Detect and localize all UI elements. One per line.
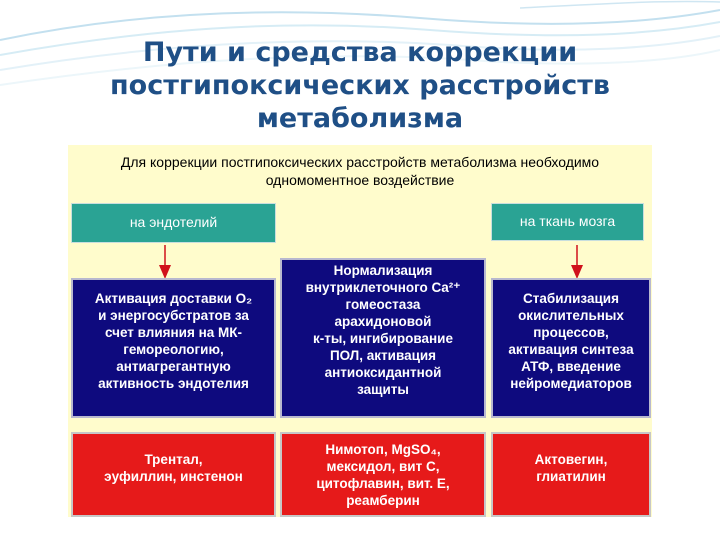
left-mechanism-line: счет влияния на МК- [104, 325, 243, 340]
left-mechanism-line: и энергосубстратов за [98, 308, 249, 323]
brain-tissue-header [491, 203, 644, 241]
endothelium-header-label: на эндотелий [129, 214, 218, 230]
left-mechanism-line: активность эндотелия [98, 376, 249, 391]
intro-line-1: Для коррекции постгипоксических расстройств метаболизма необходимо [120, 154, 600, 170]
middle-drugs-line: мексидол, вит С, [326, 459, 440, 474]
right-mechanism-line: процессов, [533, 325, 609, 340]
left-down-arrow-icon [156, 245, 174, 281]
right-mechanism-line: Стабилизация [523, 291, 619, 306]
diagram-panel [68, 145, 652, 517]
middle-mechanism-line: защиты [357, 382, 409, 397]
left-mechanism-line: гемореологию, [123, 342, 224, 357]
left-drugs-box [71, 432, 276, 517]
left-mechanism-line: Активация доставки O₂ [94, 291, 253, 306]
middle-mechanism-line: ПОЛ, активация [329, 348, 437, 363]
brain-tissue-header-label: на ткань мозга [519, 213, 616, 229]
middle-mechanism-line: антиоксидантной [324, 365, 442, 380]
intro-line-2: одномоментное воздействие [265, 172, 455, 188]
left-drugs-line: эуфиллин, инстенон [104, 469, 243, 484]
right-drugs-line: глиатилин [536, 469, 606, 484]
middle-drugs-line: цитофлавин, вит. Е, [316, 476, 450, 491]
left-mechanism-box [71, 278, 276, 418]
right-mechanism-line: активация синтеза [508, 342, 634, 357]
middle-mechanism-line: Нормализация [333, 263, 433, 278]
right-mechanism-line: АТФ, введение [521, 359, 621, 374]
middle-mechanism-box [280, 258, 486, 418]
page-title [70, 36, 650, 135]
left-mechanism-line: антиагрегантную [116, 359, 231, 374]
middle-mechanism-line: к-ты, ингибирование [313, 331, 453, 346]
right-drugs-line: Актовегин, [534, 452, 608, 467]
left-drugs-line: Трентал, [144, 452, 203, 467]
middle-drugs-box [280, 432, 486, 517]
middle-drugs-line: реамберин [346, 493, 420, 508]
middle-mechanism-line: внутриклеточного Ca²⁺ [305, 280, 461, 295]
intro-text [68, 149, 652, 193]
middle-mechanism-line: арахидоновой [334, 314, 432, 329]
right-mechanism-line: нейромедиаторов [510, 376, 632, 391]
right-down-arrow-icon [568, 245, 586, 281]
right-mechanism-box [491, 278, 651, 418]
middle-drugs-line: Нимотоп, MgSO₄, [325, 442, 441, 457]
middle-mechanism-line: гомеостаза [345, 297, 421, 312]
right-mechanism-line: окислительных [518, 308, 624, 323]
title-line-2: постгипоксических расстройств [110, 70, 610, 101]
title-line-1: Пути и средства коррекции [142, 37, 578, 68]
endothelium-header [71, 203, 276, 243]
right-drugs-box [491, 432, 651, 517]
title-line-3: метаболизма [256, 103, 464, 134]
